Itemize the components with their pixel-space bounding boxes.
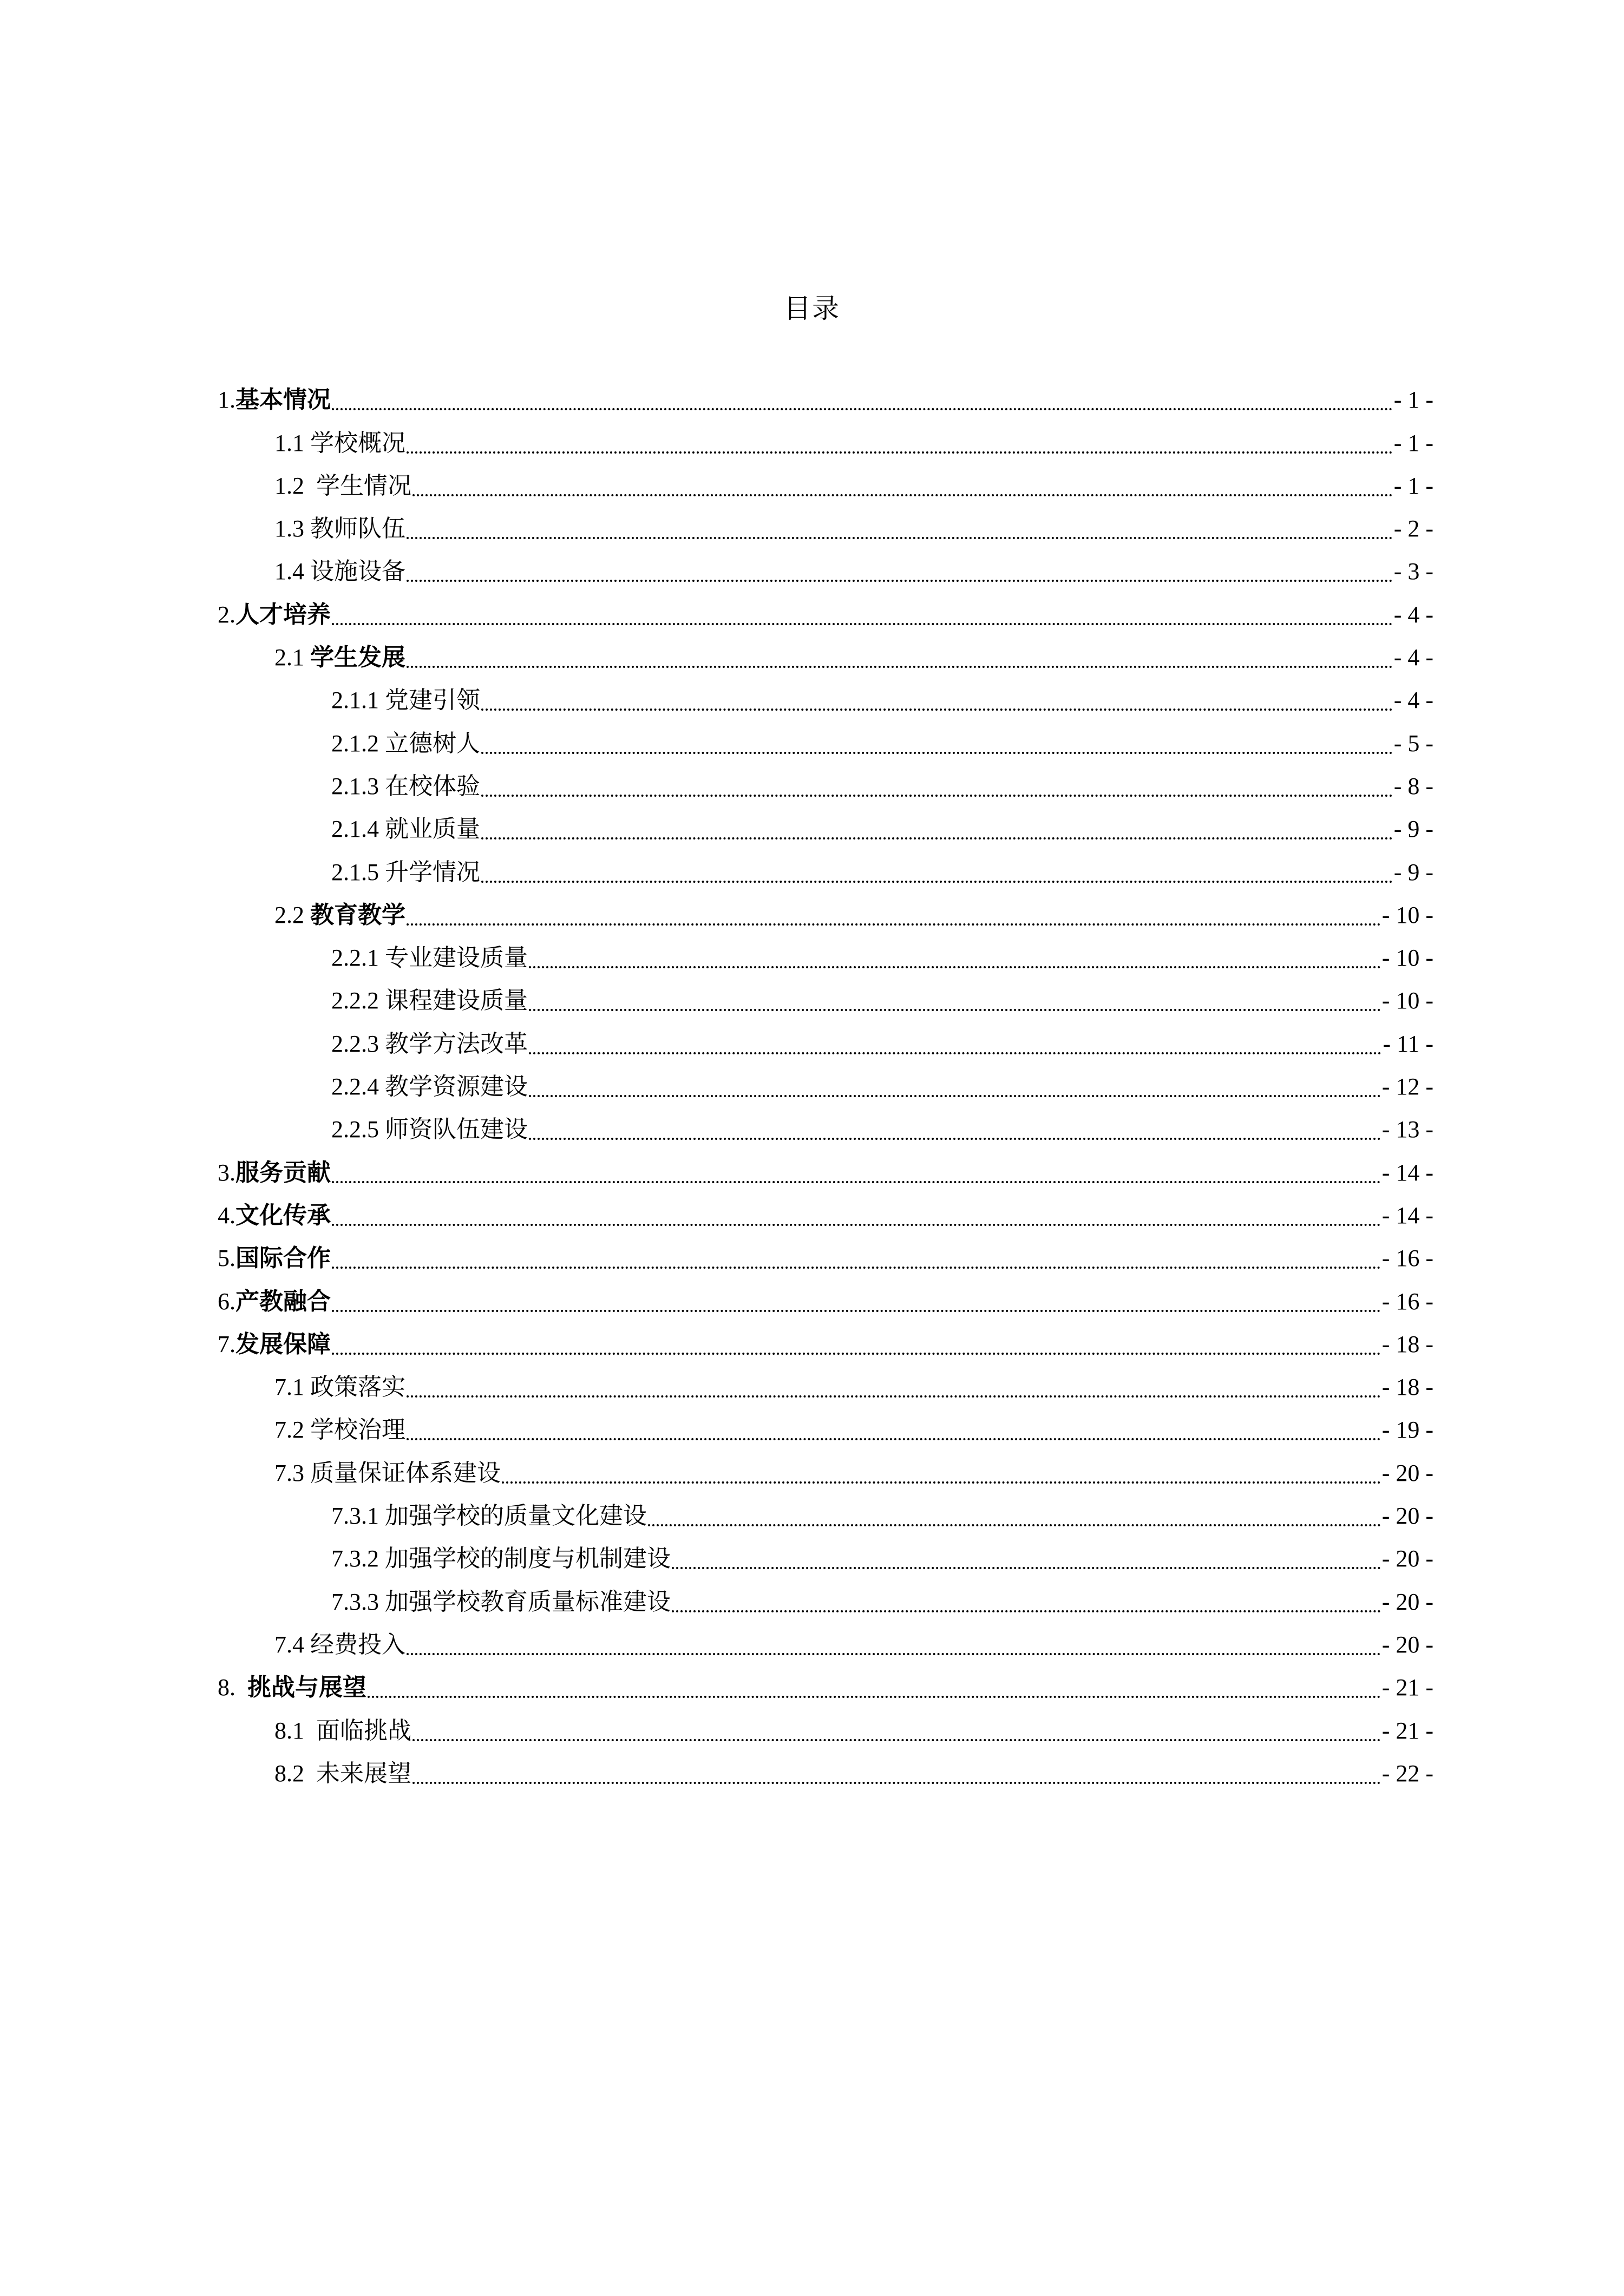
toc-entry-title: 党建引领 — [385, 686, 480, 714]
toc-page-number: - 3 - — [1393, 558, 1433, 585]
toc-dot-leader — [407, 580, 1393, 582]
toc-page-number: - 9 - — [1393, 816, 1433, 843]
toc-entry-title: 文化传承 — [235, 1201, 331, 1229]
toc-entry-number: 4. — [218, 1202, 235, 1229]
toc-dot-leader — [481, 709, 1393, 711]
toc-entry[interactable] — [218, 760, 1433, 803]
toc-entry[interactable] — [218, 931, 1433, 974]
toc-page-number: - 4 - — [1393, 687, 1433, 714]
toc-entry-number: 2.2 — [274, 901, 310, 928]
toc-dot-leader — [412, 1739, 1381, 1741]
toc-entry[interactable] — [218, 1060, 1433, 1103]
toc-dot-leader — [407, 923, 1381, 926]
toc-dot-leader — [368, 1696, 1381, 1698]
toc-dot-leader — [407, 1395, 1381, 1398]
toc-page-number: - 5 - — [1393, 730, 1433, 757]
toc-entry[interactable] — [218, 1661, 1433, 1704]
toc-entry-title: 人才培养 — [235, 600, 331, 628]
toc-dot-leader — [332, 1310, 1381, 1312]
toc-entry-number: 2.1.4 — [331, 816, 385, 843]
toc-dot-leader — [529, 1009, 1381, 1011]
toc-entry-title: 立德树人 — [385, 729, 480, 757]
toc-page-number: - 9 - — [1393, 858, 1433, 885]
toc-page-number: - 8 - — [1393, 772, 1433, 799]
toc-dot-leader — [332, 1181, 1381, 1183]
toc-entry[interactable] — [218, 845, 1433, 888]
toc-entry[interactable] — [218, 974, 1433, 1017]
toc-entry-number: 7.2 — [274, 1416, 310, 1444]
toc-entry[interactable] — [218, 1403, 1433, 1446]
toc-dot-leader — [332, 623, 1393, 625]
toc-page-number: - 13 - — [1381, 1116, 1433, 1143]
toc-entry[interactable] — [218, 1275, 1433, 1317]
toc-dot-leader — [332, 408, 1393, 410]
toc-entry[interactable] — [218, 588, 1433, 631]
toc-entry-title: 课程建设质量 — [385, 987, 528, 1015]
toc-entry[interactable] — [218, 717, 1433, 759]
toc-entry-number: 8.1 — [274, 1717, 316, 1744]
toc-entry-title: 教学资源建设 — [385, 1073, 528, 1101]
toc-dot-leader — [332, 1353, 1381, 1355]
toc-dot-leader — [332, 1224, 1381, 1226]
toc-entry-title: 面临挑战 — [316, 1716, 411, 1744]
toc-entry-number: 7.3.1 — [331, 1503, 385, 1530]
toc-dot-leader — [502, 1481, 1381, 1484]
toc-entry-number: 2.1 — [274, 644, 310, 671]
toc-entry-number: 8.2 — [274, 1760, 316, 1787]
toc-entry-number: 2.1.5 — [331, 858, 385, 885]
toc-entry-title: 加强学校教育质量标准建设 — [385, 1587, 671, 1616]
toc-title: 目录 — [784, 293, 840, 324]
toc-entry[interactable] — [218, 373, 1433, 416]
toc-dot-leader — [407, 1438, 1381, 1440]
toc-page-number: - 10 - — [1381, 944, 1433, 972]
toc-entry[interactable] — [218, 631, 1433, 674]
toc-entry[interactable] — [218, 416, 1433, 459]
toc-entry[interactable] — [218, 502, 1433, 545]
toc-entry-title: 师资队伍建设 — [385, 1116, 528, 1144]
toc-entry-title: 经费投入 — [310, 1630, 405, 1658]
toc-dot-leader — [407, 537, 1393, 539]
toc-page-number: - 16 - — [1381, 1288, 1433, 1315]
toc-dot-leader — [481, 795, 1393, 797]
toc-entry-number: 2.2.1 — [331, 944, 385, 972]
toc-entry[interactable] — [218, 545, 1433, 588]
toc-entry[interactable] — [218, 803, 1433, 845]
toc-dot-leader — [481, 881, 1393, 883]
toc-entry-number: 2.1.3 — [331, 772, 385, 799]
toc-page-number: - 1 - — [1393, 429, 1433, 456]
toc-entry-number: 1.1 — [274, 429, 310, 456]
toc-entry[interactable] — [218, 1232, 1433, 1275]
toc-entry-title: 在校体验 — [385, 772, 480, 800]
toc-dot-leader — [412, 494, 1393, 496]
toc-entry[interactable] — [218, 1490, 1433, 1532]
toc-page-number: - 20 - — [1381, 1631, 1433, 1658]
toc-page-number: - 4 - — [1393, 644, 1433, 671]
toc-entry[interactable] — [218, 1318, 1433, 1361]
toc-entry-title: 政策落实 — [310, 1373, 405, 1401]
toc-entry[interactable] — [218, 1103, 1433, 1146]
toc-page-number: - 1 - — [1393, 386, 1433, 414]
toc-entry[interactable] — [218, 1704, 1433, 1747]
toc-page-number: - 10 - — [1381, 987, 1433, 1014]
toc-entry-number: 2.2.2 — [331, 987, 385, 1014]
toc-entry-title: 学生情况 — [316, 471, 411, 500]
toc-entry[interactable] — [218, 1017, 1433, 1060]
toc-entry-title: 挑战与展望 — [247, 1674, 366, 1702]
toc-page-number: - 20 - — [1381, 1545, 1433, 1572]
toc-dot-leader — [332, 1267, 1381, 1269]
toc-dot-leader — [529, 1095, 1381, 1097]
toc-entry[interactable] — [218, 460, 1433, 502]
toc-page-number: - 2 - — [1393, 515, 1433, 542]
toc-page-number: - 4 - — [1393, 601, 1433, 628]
toc-entry-number: 3. — [218, 1159, 235, 1186]
toc-entry-number: 1.2 — [274, 472, 316, 499]
toc-entry[interactable] — [218, 1189, 1433, 1232]
toc-page-number: - 21 - — [1381, 1717, 1433, 1744]
toc-dot-leader — [407, 1653, 1381, 1655]
toc-entry-title: 教师队伍 — [310, 515, 405, 543]
toc-page-number: - 20 - — [1381, 1503, 1433, 1530]
toc-page-number: - 14 - — [1381, 1159, 1433, 1186]
toc-entry-number: 5. — [218, 1245, 235, 1272]
toc-entry-number: 1.3 — [274, 515, 310, 542]
toc-entry-title: 产教融合 — [235, 1287, 331, 1315]
toc-entry-title: 升学情况 — [385, 858, 480, 886]
toc-page-number: - 19 - — [1381, 1416, 1433, 1444]
toc-entry-title: 学校概况 — [310, 429, 405, 457]
toc-page-number: - 14 - — [1381, 1202, 1433, 1229]
toc-entry-number: 2.2.5 — [331, 1116, 385, 1143]
toc-page-number: - 16 - — [1381, 1245, 1433, 1272]
toc-page-number: - 18 - — [1381, 1330, 1433, 1357]
toc-entry-title: 发展保障 — [235, 1330, 331, 1358]
toc-page-number: - 21 - — [1381, 1674, 1433, 1701]
toc-entry-number: 7.3 — [274, 1459, 310, 1486]
toc-dot-leader — [648, 1524, 1381, 1526]
toc-entry-number: 7. — [218, 1330, 235, 1357]
toc-entry-number: 2.2.3 — [331, 1030, 385, 1057]
toc-page-number: - 1 - — [1393, 472, 1433, 499]
toc-entry-title: 质量保证体系建设 — [310, 1459, 501, 1487]
toc-entry-title: 学校治理 — [310, 1416, 405, 1444]
toc-entry-number: 8. — [218, 1674, 247, 1701]
toc-page-number: - 12 - — [1381, 1073, 1433, 1100]
toc-page-number: - 20 - — [1381, 1588, 1433, 1615]
toc-entry-number: 2.1.2 — [331, 730, 385, 757]
toc-dot-leader — [412, 1782, 1381, 1784]
toc-entry-number: 7.3.3 — [331, 1588, 385, 1615]
toc-dot-leader — [672, 1610, 1381, 1612]
toc-entry-number: 2.2.4 — [331, 1073, 385, 1100]
toc-dot-leader — [672, 1567, 1381, 1569]
toc-entry-number: 6. — [218, 1288, 235, 1315]
toc-entry[interactable] — [218, 1446, 1433, 1489]
toc-entry[interactable] — [218, 674, 1433, 717]
toc-entry-title: 专业建设质量 — [385, 944, 528, 972]
toc-entry-title: 教育教学 — [310, 901, 405, 929]
toc-page-number: - 20 - — [1381, 1459, 1433, 1486]
toc-entry-title: 服务贡献 — [235, 1158, 331, 1186]
toc-entry-title: 就业质量 — [385, 815, 480, 843]
toc-entry-number: 7.1 — [274, 1374, 310, 1401]
toc-dot-leader — [529, 966, 1381, 968]
toc-entry-title: 设施设备 — [310, 557, 405, 586]
toc-entry[interactable] — [218, 1575, 1433, 1618]
toc-entry[interactable] — [218, 1146, 1433, 1189]
toc-entry-title: 国际合作 — [235, 1244, 331, 1272]
toc-dot-leader — [481, 752, 1393, 754]
toc-entry[interactable] — [218, 1361, 1433, 1403]
toc-entry-title: 未来展望 — [316, 1759, 411, 1787]
toc-entry-number: 1.4 — [274, 558, 310, 585]
toc-entry-title: 加强学校的制度与机制建设 — [385, 1545, 671, 1573]
toc-dot-leader — [407, 451, 1393, 454]
toc-entry[interactable] — [218, 1618, 1433, 1661]
toc-dot-leader — [481, 837, 1393, 839]
toc-entry[interactable] — [218, 1747, 1433, 1790]
toc-entry-number: 7.3.2 — [331, 1545, 385, 1572]
toc-entry[interactable] — [218, 1532, 1433, 1575]
toc-entry-title: 学生发展 — [310, 644, 405, 672]
toc-dot-leader — [529, 1052, 1381, 1054]
toc-page-number: - 18 - — [1381, 1374, 1433, 1401]
table-of-contents — [218, 373, 1433, 1790]
toc-entry-number: 2. — [218, 601, 235, 628]
toc-page-number: - 11 - — [1383, 1030, 1433, 1057]
toc-entry-number: 7.4 — [274, 1631, 310, 1658]
toc-dot-leader — [407, 666, 1393, 668]
toc-entry-title: 基本情况 — [235, 386, 331, 414]
toc-entry-title: 教学方法改革 — [385, 1029, 528, 1058]
toc-dot-leader — [529, 1138, 1381, 1140]
toc-entry-number: 1. — [218, 386, 235, 414]
toc-page-number: - 22 - — [1381, 1760, 1433, 1787]
toc-entry-number: 2.1.1 — [331, 687, 385, 714]
toc-entry[interactable] — [218, 889, 1433, 931]
toc-entry-title: 加强学校的质量文化建设 — [385, 1502, 647, 1530]
toc-page-number: - 10 - — [1381, 901, 1433, 928]
